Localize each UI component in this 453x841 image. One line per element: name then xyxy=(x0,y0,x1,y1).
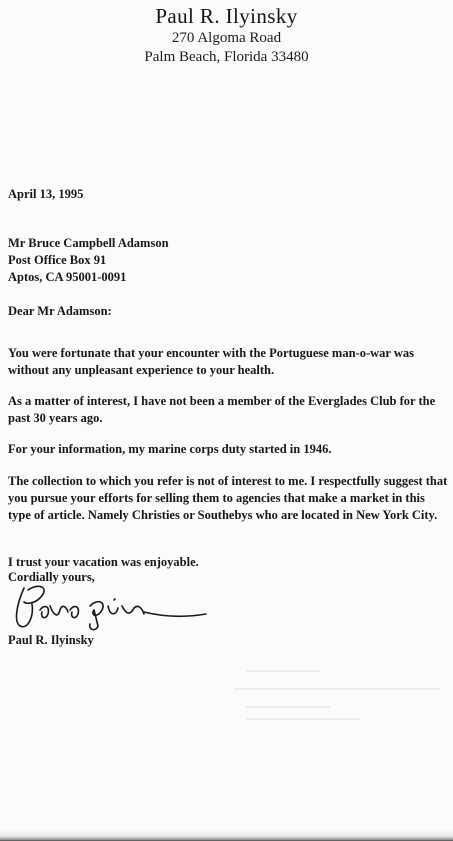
closing: Cordially yours, xyxy=(8,570,95,584)
paragraph-vacation: I trust your vacation was enjoyable. xyxy=(8,554,199,569)
paragraph-everglades-club: As a matter of interest, I have not been a member of the Everglades Club for the past 30 years ago. xyxy=(8,393,436,425)
salutation: Dear Mr Adamson: xyxy=(8,304,112,318)
recipient-city: Aptos, CA 95001-0091 xyxy=(8,270,127,284)
paragraph-man-o-war: You were fortunate that your encounter with the Portuguese man-o-war was without any unpleasant experience to your health. xyxy=(8,345,414,377)
recipient-street: Post Office Box 91 xyxy=(8,253,107,267)
handwritten-signature xyxy=(10,576,210,632)
letterhead-street: 270 Algoma Road xyxy=(171,30,282,46)
paragraph-collection: The collection to which you refer is not of interest to me. I respectfully suggest that you pursue your efforts for selling them to agencies that make a market in this type of article. Namely Christies or Southebys who are located in New York City. xyxy=(8,473,448,522)
letterhead-name: Paul R. Ilyinsky xyxy=(155,4,298,28)
paragraph-marine-corps: For your information, my marine corps duty started in 1946. xyxy=(8,441,332,456)
recipient-name: Mr Bruce Campbell Adamson xyxy=(8,236,169,250)
printed-signer-name: Paul R. Ilyinsky xyxy=(8,633,94,647)
recipient-address xyxy=(8,235,448,286)
letter-date: April 13, 1995 xyxy=(8,187,84,201)
letterhead-city: Palm Beach, Florida 33480 xyxy=(144,49,309,65)
bleed-through-marks xyxy=(0,665,453,725)
